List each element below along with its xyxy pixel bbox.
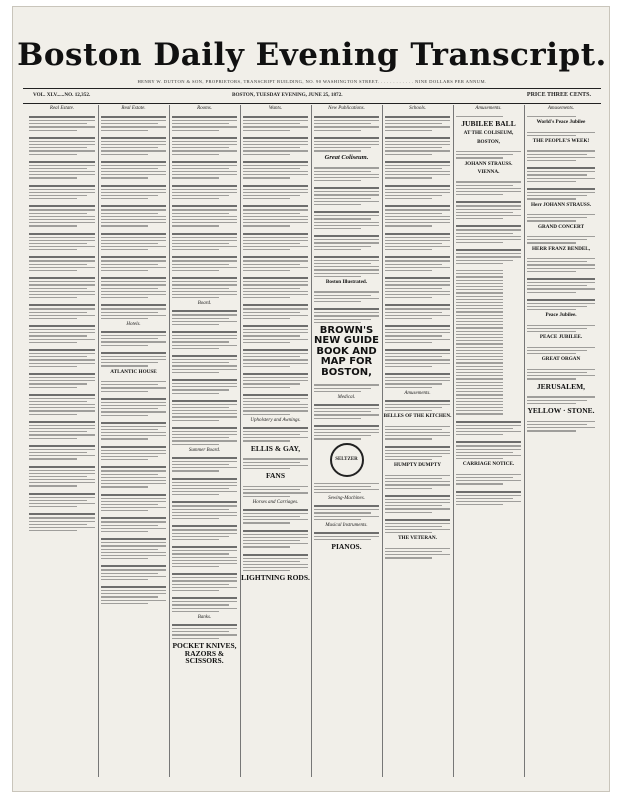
- columns-area: [27, 105, 597, 777]
- lightning-rods-ad: LIGHTNING RODS.: [241, 573, 310, 583]
- coliseum-line: AT THE COLISEUM,: [463, 130, 514, 137]
- issue-date: BOSTON, TUESDAY EVENING, JUNE 25, 1872.: [232, 92, 343, 98]
- herr-strauss-ad: Herr JOHANN STRAUSS.: [531, 201, 591, 208]
- classified-lines: [312, 480, 381, 494]
- rule-bottom: [23, 103, 601, 104]
- classified-lines: [99, 378, 168, 604]
- classified-lines: [241, 506, 310, 572]
- classified-lines: [383, 397, 452, 412]
- peoples-week-ad: THE PEOPLE'S WEEK!: [532, 138, 590, 145]
- classified-lines: [99, 328, 168, 367]
- column-new-publications: [312, 105, 381, 777]
- seltzer-seal-icon: [330, 443, 364, 477]
- classified-lines: [312, 164, 381, 277]
- publisher-line: HENRY W. DUTTON & SON, PROPRIETORS, TRANSCRIPT BUILDING, NO. 90 WASHINGTON STREET. . . . . . . . . . . . NINE DOLLARS PER ANNUM.: [137, 79, 487, 84]
- fans-ad: FANS: [265, 471, 286, 481]
- column-heading: Amusements.: [547, 106, 575, 111]
- section-heading-amusements: Amusements.: [404, 390, 431, 396]
- classified-lines: [170, 113, 239, 298]
- section-heading-hotels: Hotels.: [126, 322, 141, 328]
- column-real-estate-2: [99, 105, 168, 777]
- classified-lines: [525, 129, 597, 136]
- column-rooms: [170, 105, 239, 777]
- jerusalem-ad: JERUSALEM,: [536, 381, 586, 391]
- classified-lines: [312, 113, 381, 152]
- johann-strauss-line: JOHANN STRAUSS.: [464, 160, 513, 167]
- classified-lines: [99, 113, 168, 319]
- column-amusements-1: [454, 105, 523, 777]
- column-heading: Real Estate.: [121, 106, 146, 111]
- column-wants: [241, 105, 310, 777]
- classified-lines: [383, 113, 452, 388]
- column-heading: Amusements.: [475, 106, 502, 111]
- belles-kitchen-ad: BELLES OF THE KITCHEN.: [383, 413, 452, 420]
- classified-lines: [454, 178, 523, 459]
- classified-lines: [383, 472, 452, 534]
- classified-lines: [454, 471, 523, 506]
- classified-lines: [312, 529, 381, 540]
- classified-lines: [170, 307, 239, 444]
- boston-line: BOSTON,: [477, 138, 500, 145]
- great-organ-ad: GREAT ORGAN: [541, 356, 581, 363]
- classified-lines: [241, 113, 310, 415]
- column-heading: Schools.: [409, 106, 426, 111]
- classified-lines: [241, 424, 310, 442]
- classified-lines: [525, 344, 597, 355]
- peace-jubilee-ad-2: Peace Jubilee.: [545, 312, 577, 319]
- classified-lines: [383, 545, 452, 559]
- peace-jubilee-ad-3: PEACE JUBILEE.: [539, 334, 583, 341]
- worlds-peace-jubilee-ad: World's Peace Jubilee: [536, 119, 586, 126]
- section-heading-horses: Horses and Carriages.: [252, 499, 299, 505]
- pianos-ad: PIANOS.: [331, 542, 362, 552]
- carriage-notice-ad: CARRIAGE NOTICE.: [462, 461, 515, 468]
- column-amusements-2: [525, 105, 597, 777]
- classified-lines: [312, 502, 381, 520]
- classified-lines: [525, 147, 597, 199]
- section-heading-summer-board: Summer Board.: [188, 447, 221, 453]
- dateline: [27, 90, 597, 102]
- section-heading-banks: Banks.: [197, 614, 212, 620]
- classified-lines: [525, 366, 597, 380]
- classified-lines: [525, 211, 597, 222]
- classified-lines: [170, 454, 239, 612]
- column-heading: New Publications.: [328, 106, 365, 111]
- the-veteran-ad: THE VETERAN.: [398, 535, 437, 542]
- section-heading-musical: Musical Instruments.: [325, 523, 368, 529]
- classified-lines: [312, 288, 381, 323]
- classified-lines: [525, 255, 597, 310]
- classified-lines: [312, 401, 381, 440]
- section-heading-medical: Medical.: [337, 395, 356, 401]
- classified-lines: [525, 393, 597, 404]
- pocket-knives-ad: POCKET KNIVES, RAZORS & SCISSORS.: [172, 640, 237, 666]
- column-schools: [383, 105, 452, 777]
- issue-price: PRICE THREE CENTS.: [526, 92, 591, 98]
- classified-lines: [241, 483, 310, 497]
- volume-number: VOL. XLV......NO. 12,352.: [33, 92, 91, 98]
- column-heading: Rooms.: [197, 106, 212, 111]
- jubilee-ball-ad: JUBILEE BALL: [461, 119, 516, 129]
- classified-lines: [525, 233, 597, 244]
- ellis-gay-ad: ELLIS & GAY,: [250, 443, 301, 453]
- classified-lines: [525, 322, 597, 333]
- great-coliseum-ad: Great Coliseum.: [324, 153, 369, 161]
- classified-lines: [383, 423, 452, 461]
- vienna-line: VIENNA.: [477, 168, 500, 175]
- atlantic-house-ad: ATLANTIC HOUSE: [110, 368, 157, 375]
- yellowstone-ad: YELLOW · STONE.: [527, 405, 595, 415]
- column-heading: Wants.: [268, 106, 283, 111]
- classified-lines: [525, 418, 597, 432]
- classified-lines: [241, 455, 310, 469]
- classified-lines: [525, 113, 597, 117]
- classified-lines: [27, 113, 97, 531]
- classified-lines: [454, 148, 523, 159]
- classified-lines: [312, 381, 381, 392]
- rule-top: [23, 88, 601, 89]
- browns-guide-book-ad: BROWN'S NEW GUIDE BOOK AND MAP FOR BOSTON,: [314, 324, 379, 378]
- humpty-dumpty-ad: HUMPTY DUMPTY: [394, 462, 441, 469]
- boston-illustrated-ad: Boston Illustrated.: [325, 279, 368, 285]
- section-heading-upholstery: Upholstery and Awnings.: [250, 417, 301, 423]
- newspaper-page: [12, 6, 610, 792]
- column-real-estate-1: [27, 105, 97, 777]
- classified-lines: [454, 113, 523, 117]
- column-heading: Real Estate.: [49, 106, 75, 111]
- seltzer-label: SELTZER: [335, 457, 358, 463]
- section-heading-board: Board.: [197, 301, 212, 307]
- section-heading-sewing: Sewing-Machines.: [328, 496, 365, 502]
- masthead-title: Boston Daily Evening Transcript.: [17, 37, 607, 73]
- classified-lines: [170, 621, 239, 639]
- grand-concert-ad: GRAND CONCERT: [537, 223, 585, 230]
- franz-bendel-ad: HERR FRANZ BENDEL,: [531, 245, 591, 252]
